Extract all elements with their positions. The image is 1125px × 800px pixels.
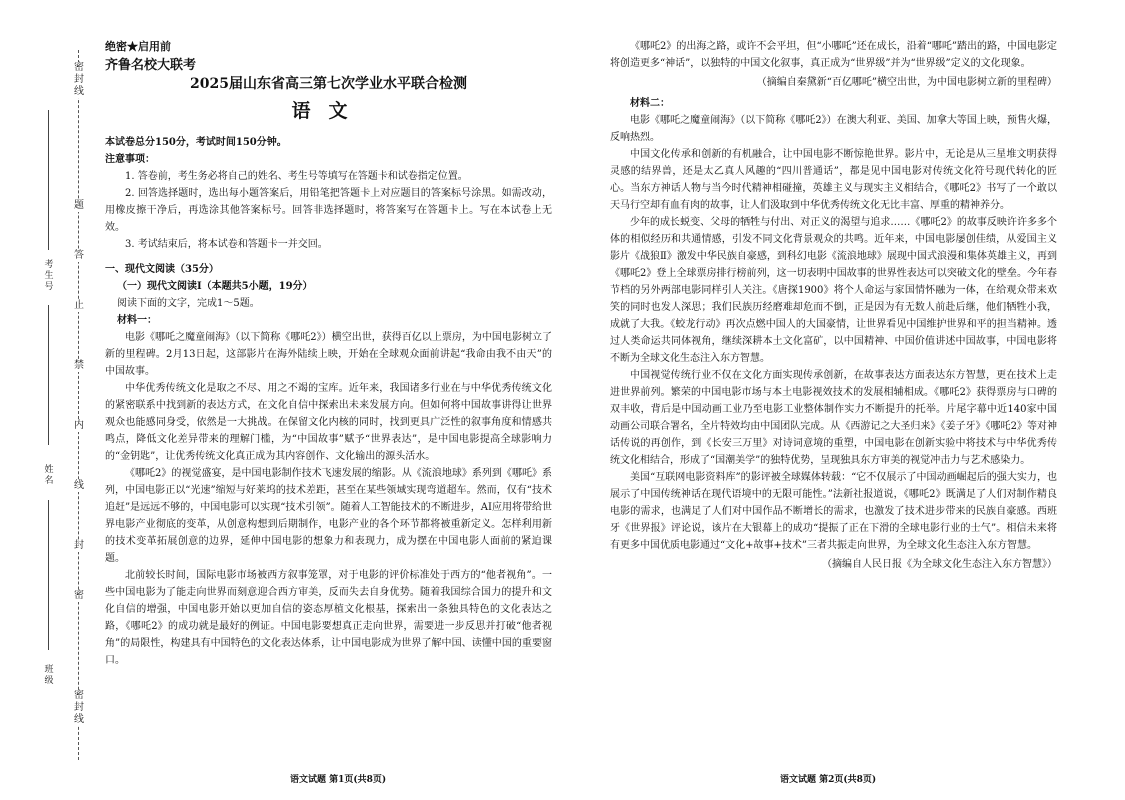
notes-title: 注意事项： bbox=[105, 154, 155, 165]
name-field[interactable] bbox=[48, 500, 49, 650]
warning-char: 线 bbox=[74, 480, 84, 491]
warning-char: 内 bbox=[74, 420, 84, 431]
paragraph: 北前较长时间，国际电影市场被西方叙事笼罩，对于电影的评价标准处于西方的“他者视角”。一些中国电影为了能走向世界而刻意迎合西方审美，反而失去自身优势。随着我国综合国力的提升和文化自信的增强，中国电影开始以更加自信的姿态厚植文化根基，探索出一条独具特色的文化表达之路，《哪吒2》的成功就是最好的例证。中国电影要想真正走向世界，需要进一步反思并打破“他者视角”的局限性，构建具有中国特色的文化表达体系，让中国电影成为世界了解中国、读懂中国的重要窗口。 bbox=[105, 570, 552, 666]
warning-char: 止 bbox=[74, 300, 84, 311]
material-label: 材料二： bbox=[630, 98, 670, 109]
paragraph: 电影《哪吒之魔童闹海》（以下简称《哪吒2》）在澳大利亚、美国、加拿大等国上映，预售火爆，反响热烈。 bbox=[610, 115, 1057, 143]
exam-title: 2025届山东省高三第七次学业水平联合检测 bbox=[190, 76, 467, 92]
seal-label-top: 密封线 bbox=[74, 62, 84, 97]
organizer: 齐鲁名校大联考 bbox=[105, 58, 197, 73]
seal-dashed-line bbox=[78, 50, 79, 760]
reading-instruction: 阅读下面的文字，完成1～5题。 bbox=[117, 298, 260, 309]
paragraph: 少年的成长蜕变、父母的牺牲与付出、对正义的渴望与追求……《哪吒2》的故事反映许许多多个体的相似经历和共通情感，引发不同文化背景观众的共鸣。近年来，中国电影屡创佳绩，从爱国主义影片《战狼Ⅱ》激发中华民族自豪感，到科幻电影《流浪地球》展现中国式浪漫和集体英雄主义，再到《哪吒2》登上全球票房排行榜前列，这一切表明中国故事的世界性表达可以突破文化的壁垒。今年春节档的另外两部电影同样引人关注。《唐探1900》将个人命运与家国情怀融为一体，在给观众带来欢笑的同时也发人深思；我们民族历经磨难却危而不倒，正是因为有无数人前赴后继，他们牺牲小我，成就了大我。《蛟龙行动》再次点燃中国人的大国豪情，让世界看见中国维护世界和平的担当精神。透过人类命运共同体视角，继续深耕本土文化富矿，以中国精神、中国价值讲述中国故事，中国电影将不断为全球文化生态注入东方智慧。 bbox=[610, 217, 1057, 364]
paragraph: 中国视觉传统行业不仅在文化方面实现传承创新，在故事表达方面表达东方智慧，更在技术上走进世界前列。繁荣的中国电影市场与本土电影视效技术的发展相辅相成。《哪吒2》获得票房与口碑的双丰收，背后是中国动画工业乃至电影工业整体制作实力不断提升的托举。片尾字幕中近140家中国动画公司联合署名，全片特效均由中国团队完成。从《西游记之大圣归来》《姜子牙》《哪吒2》等对神话传说的再创作，到《长安三万里》对诗词意境的重塑，中国电影在创新实验中将技术与中华优秀传统文化相结合，形成了“国潮美学”的独特优势，呈现独具东方审美的视觉冲击力与艺术感染力。 bbox=[610, 370, 1057, 466]
binding-margin bbox=[28, 50, 86, 760]
note-item: 2. 回答选择题时，选出每小题答案后，用铅笔把答题卡上对应题目的答案标号涂黑。如需改动，用橡皮擦干净后，再选涂其他答案标号。回答非选择题时，将答案写在答题卡上。写在本试卷上无效。 bbox=[105, 188, 552, 233]
note-item: 3. 考试结束后，将本试卷和答题卡一并交回。 bbox=[125, 239, 328, 250]
exam-number-field-lower[interactable] bbox=[48, 305, 49, 445]
warning-char: 答 bbox=[74, 250, 84, 261]
confidential-mark: 绝密★启用前 bbox=[105, 40, 171, 53]
warning-char: 封 bbox=[74, 540, 84, 551]
paragraph: 《哪吒2》的视觉盛宴，是中国电影制作技术飞速发展的缩影。从《流浪地球》系列到《哪吒》系列，中国电影正以“光速”缩短与好莱坞的技术差距，甚至在某些领域实现弯道超车。然而，仅有“技术追赶”是远远不够的，中国电影可以实现“技术引领”。随着人工智能技术的不断进步，AI应用将带给世界电影产业彻底的变革，从创意构想到后期制作，电影产业的各个环节都将被重新定义。怎样利用新的技术变革拓展创意的边界，延伸中国电影的想象力和表现力，成为摆在中国电影人面前的紧迫课题。 bbox=[105, 468, 552, 564]
name-label: 姓名 bbox=[44, 465, 54, 486]
exam-page-1 bbox=[105, 38, 552, 669]
page-footer: 语文试题 第2页(共8页) bbox=[780, 775, 877, 785]
subject-title: 语文 bbox=[291, 100, 366, 122]
exam-page-2 bbox=[610, 38, 1057, 577]
class-label: 班级 bbox=[44, 665, 54, 686]
material-label: 材料一： bbox=[117, 315, 157, 326]
paragraph: 《哪吒2》的出海之路，或许不会平坦，但“小哪吒”还在成长，沿着“哪吒”踏出的路，中国电影定将创造更多“神话”，以独特的中国文化叙事，真正成为“世界级”并为“世界级”定义的文化现象。 bbox=[610, 41, 1057, 69]
exam-number-label: 考生号 bbox=[44, 260, 54, 292]
paragraph: 电影《哪吒之魔童闹海》（以下简称《哪吒2》）横空出世，获得百亿以上票房，为中国电影树立了新的里程碑。2月13日起，这部影片在海外陆续上映，开始在全球观众面前讲起“我命由我不由天”的中国故事。 bbox=[105, 332, 552, 377]
paragraph: 中华优秀传统文化是取之不尽、用之不竭的宝库。近年来，我国诸多行业在与中华优秀传统文化的紧密联系中找到新的表达方式，在文化自信中探索出未来发展方向。但如何将中国故事讲得让世界观众也能感同身受，依然是一大挑战。在保留文化内核的同时，找到更具广泛性的叙事角度和情感共鸣点，降低文化差异带来的理解门槛，为“中国故事”赋予“世界表达”，是中国电影提高全球影响力的“金钥匙”，让优秀传统文化真正成为其内容创作、文化输出的源头活水。 bbox=[105, 383, 552, 462]
paragraph: 美国“互联网电影资料库”的影评被全球媒体转载：“它不仅展示了中国动画崛起后的强大实力，也展示了中国传统神话在现代语境中的无限可能性。”法新社报道说，《哪吒2》既满足了人们对制作精良电影的需求，也满足了人们对中国作品不断增长的需求，也激发了技术进步带来的民族自豪感。西班牙《世界报》评论说，该片在大银幕上的成功“提振了正在下滑的全球电影行业的士气”。相信未来将有更多中国优质电影通过“文化+故事+技术”三者共振走向世界，为全球文化生态注入东方智慧。 bbox=[610, 472, 1057, 551]
section-heading: 一、现代文阅读（35分） bbox=[105, 264, 219, 275]
source-citation: （摘编自人民日报《为全球文化生态注入东方智慧》） bbox=[822, 559, 1057, 570]
warning-char: 禁 bbox=[74, 360, 84, 371]
score-info: 本试卷总分150分，考试时间150分钟。 bbox=[105, 137, 287, 148]
warning-char: 题 bbox=[74, 200, 84, 211]
paragraph: 中国文化传承和创新的有机融合，让中国电影不断惊艳世界。影片中，无论是从三星堆文明获得灵感的结界兽，还是太乙真人风趣的“四川普通话”，都是见中国电影对传统文化符号现代转化的匠心。当东方神话人物与当今时代精神相碰撞，英雄主义与现实主义相结合，《哪吒2》书写了一个敢以天马行空却有血有肉的故事，让人们汲取到中华优秀传统文化无比丰富、厚重的精神养分。 bbox=[610, 149, 1057, 211]
page-footer: 语文试题 第1页(共8页) bbox=[290, 775, 387, 785]
subsection-heading: （一）现代文阅读Ⅰ（本题共5小题，19分） bbox=[117, 281, 313, 292]
seal-label-bottom: 密封线 bbox=[74, 690, 84, 725]
note-item: 1. 答卷前，考生务必将自己的姓名、考生号等填写在答题卡和试卷指定位置。 bbox=[125, 171, 468, 182]
exam-number-field[interactable] bbox=[48, 110, 49, 250]
source-citation: （摘编自秦黛新“百亿哪吒”横空出世，为中国电影树立新的里程碑） bbox=[756, 77, 1057, 88]
warning-char: 密 bbox=[74, 590, 84, 601]
